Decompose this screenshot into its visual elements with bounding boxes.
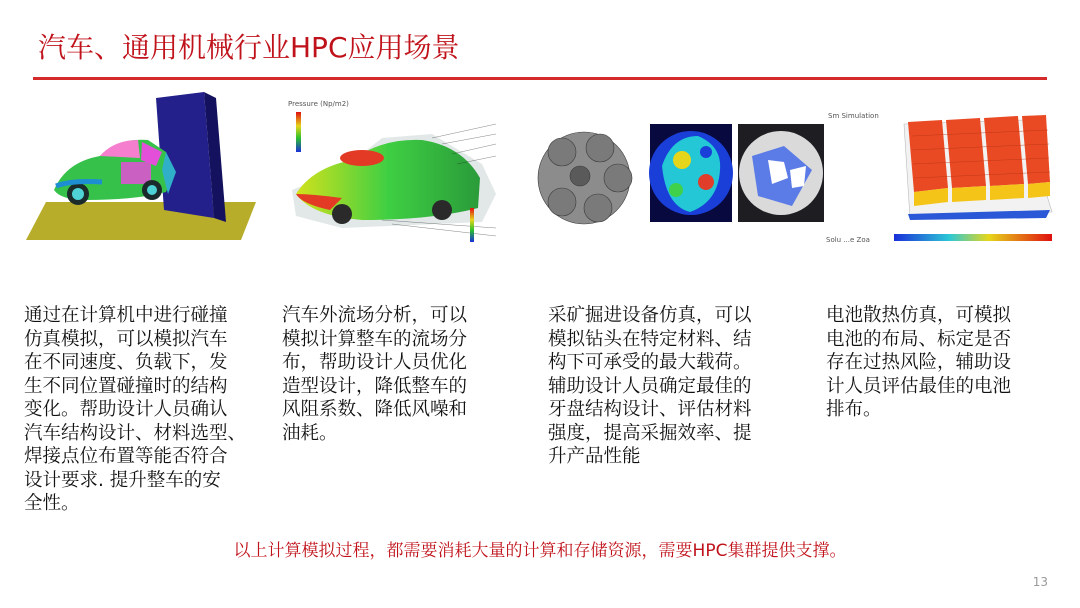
conclusion-note: 以上计算模拟过程，都需要消耗大量的计算和存储资源，需要HPC集群提供支撑。: [233, 541, 847, 561]
page-number: 13: [1032, 575, 1048, 589]
svg-text:Sm Simulation: Sm Simulation: [828, 112, 879, 120]
aerodynamics-image: [282, 98, 496, 256]
title-divider: [33, 77, 1047, 80]
scenario-text-battery: 电池散热仿真，可模拟 电池的布局、标定是否 存在过热风险，辅助设 计人员评估最佳的电池 排布。: [826, 305, 1012, 420]
drill-bit-image: [522, 116, 828, 234]
scenario-text-crash: 通过在计算机中进行碰撞 仿真模拟，可以模拟汽车 在不同速度、负载下，发 生不同位置碰撞时的结构 变化。帮助设计人员确认 汽车结构设计、材料选型、 焊接点位布置等能否符合 设计要求. 提升整车的安 全性。: [24, 305, 247, 514]
slide-title: 汽车、通用机械行业HPC应用场景: [38, 31, 460, 64]
scenario-text-aerodynamics: 汽车外流场分析，可以 模拟计算整车的流场分 布，帮助设计人员优化 造型设计，降低整车的 风阻系数、降低风噪和 油耗。: [282, 305, 468, 444]
svg-text:Pressure (Np/m2): Pressure (Np/m2): [288, 100, 349, 108]
battery-image-caption: Solu ...e Zoa: [826, 236, 870, 244]
scenario-text-drill: 采矿掘进设备仿真，可以 模拟钻头在特定材料、结 构下可承受的最大载荷。 辅助设计人员确定最佳的 牙盘结构设计、评估材料 强度，提高采掘效率、提 升产品性能: [548, 305, 752, 467]
crash-simulation-image: [16, 90, 264, 262]
battery-image: [824, 106, 1056, 246]
